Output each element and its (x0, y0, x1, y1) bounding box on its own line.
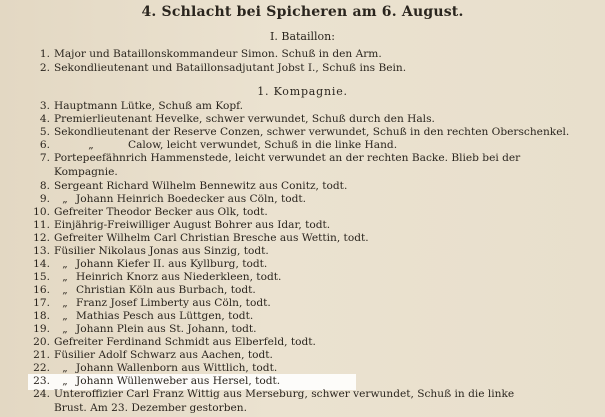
ditto-mark: „ (62, 362, 68, 374)
list-item (30, 100, 600, 114)
entry-number: 17. (33, 297, 50, 309)
entry-text: Franz Josef Limberty aus Cöln, todt. (76, 297, 271, 309)
entry-number: 5. (39, 126, 50, 138)
entry-text: Johann Wüllenweber aus Hersel, todt. (76, 375, 281, 387)
company-heading: 1. Kompagnie. (257, 85, 348, 98)
list-item (30, 193, 600, 207)
battalion-heading: I. Bataillon: (270, 30, 335, 43)
entry-text: Gefreiter Theodor Becker aus Olk, todt. (54, 206, 268, 218)
entry-number: 21. (33, 349, 50, 361)
ditto-mark: „ (62, 323, 68, 335)
entry-number: 20. (33, 336, 50, 348)
entry-text: Unteroffizier Carl Franz Wittig aus Merseburg, schwer verwundet, Schuß in die linke (54, 388, 515, 400)
list-item (30, 206, 600, 220)
list-item (30, 245, 600, 259)
entry-number: 2. (39, 62, 50, 74)
entry-text: Portepeefähnrich Hammenstede, leicht verwundet an der rechten Backe. Blieb bei der (54, 152, 521, 164)
entry-text: Johann Plein aus St. Johann, todt. (76, 323, 257, 335)
list-item (30, 180, 600, 194)
entry-number: 19. (33, 323, 50, 335)
ditto-mark: „ (88, 139, 94, 151)
entry-text: Major und Bataillonskommandeur Simon. Schuß in den Arm. (54, 48, 382, 60)
list-item (30, 349, 600, 363)
entry-number: 15. (33, 271, 50, 283)
entry-text: Mathias Pesch aus Lüttgen, todt. (76, 310, 254, 322)
entry-text: Füsilier Nikolaus Jonas aus Sinzig, todt. (54, 245, 269, 257)
entry-number: 7. (39, 152, 50, 164)
entry-text: Gefreiter Ferdinand Schmidt aus Elberfeld, todt. (54, 336, 316, 348)
entry-text: Johann Heinrich Boedecker aus Cöln, todt. (76, 193, 307, 205)
entry-continuation: Brust. Am 23. Dezember gestorben. (54, 401, 247, 414)
list-item (30, 388, 600, 416)
list-item (30, 284, 600, 298)
entry-text: Heinrich Knorz aus Niederkleen, todt. (76, 271, 282, 283)
list-item (30, 219, 600, 233)
ditto-mark: „ (62, 297, 68, 309)
ditto-mark: „ (62, 375, 68, 387)
entry-number: 22. (33, 362, 50, 374)
entry-number: 6. (39, 139, 50, 151)
entry-number: 16. (33, 284, 50, 296)
list-item (30, 62, 600, 76)
entry-text: Füsilier Adolf Schwarz aus Aachen, todt. (54, 349, 273, 361)
entry-text: Sekondlieutenant der Reserve Conzen, schwer verwundet, Schuß in den rechten Oberschenkel. (54, 126, 570, 138)
entry-number: 13. (33, 245, 50, 257)
list-item (30, 375, 600, 389)
entry-text: Johann Wallenborn aus Wittlich, todt. (76, 362, 278, 374)
list-item (30, 152, 600, 180)
page-title: 4. Schlacht bei Spicheren am 6. August. (141, 4, 464, 20)
list-item (30, 271, 600, 285)
entry-text: Premierlieutenant Hevelke, schwer verwundet, Schuß durch den Hals. (54, 113, 435, 125)
ditto-mark: „ (62, 193, 68, 205)
entry-number: 23. (33, 375, 50, 387)
entry-number: 24. (33, 388, 50, 400)
entry-text: Christian Köln aus Burbach, todt. (76, 284, 256, 296)
list-item (30, 258, 600, 272)
entry-text: Einjährig-Freiwilliger August Bohrer aus Idar, todt. (54, 219, 331, 231)
list-item (30, 323, 600, 337)
entry-text: Calow, leicht verwundet, Schuß in die linke Hand. (128, 139, 398, 151)
list-item (30, 310, 600, 324)
ditto-mark: „ (62, 258, 68, 270)
list-item (30, 297, 600, 311)
ditto-mark: „ (62, 310, 68, 322)
entry-number: 3. (39, 100, 50, 112)
ditto-mark: „ (62, 271, 68, 283)
entry-text: Johann Kiefer II. aus Kyllburg, todt. (76, 258, 268, 270)
entry-number: 11. (33, 219, 50, 231)
entry-number: 14. (33, 258, 50, 270)
entry-number: 1. (39, 48, 50, 60)
ditto-mark: „ (62, 284, 68, 296)
entry-text: Hauptmann Lütke, Schuß am Kopf. (54, 100, 244, 112)
entry-number: 8. (39, 180, 50, 192)
entry-number: 10. (33, 206, 50, 218)
list-item (30, 336, 600, 350)
list-item (30, 126, 600, 140)
entry-text: Sergeant Richard Wilhelm Bennewitz aus Conitz, todt. (54, 180, 348, 192)
list-item (30, 139, 600, 153)
entry-continuation: Kompagnie. (54, 165, 118, 178)
entry-text: Gefreiter Wilhelm Carl Christian Bresche aus Wettin, todt. (54, 232, 369, 244)
entry-text: Sekondlieutenant und Bataillonsadjutant Jobst I., Schuß ins Bein. (54, 62, 407, 74)
entry-number: 9. (39, 193, 50, 205)
list-item (30, 232, 600, 246)
entry-number: 12. (33, 232, 50, 244)
list-item (30, 48, 600, 62)
entry-number: 18. (33, 310, 50, 322)
list-item (30, 362, 600, 376)
entry-number: 4. (39, 113, 50, 125)
list-item (30, 113, 600, 127)
